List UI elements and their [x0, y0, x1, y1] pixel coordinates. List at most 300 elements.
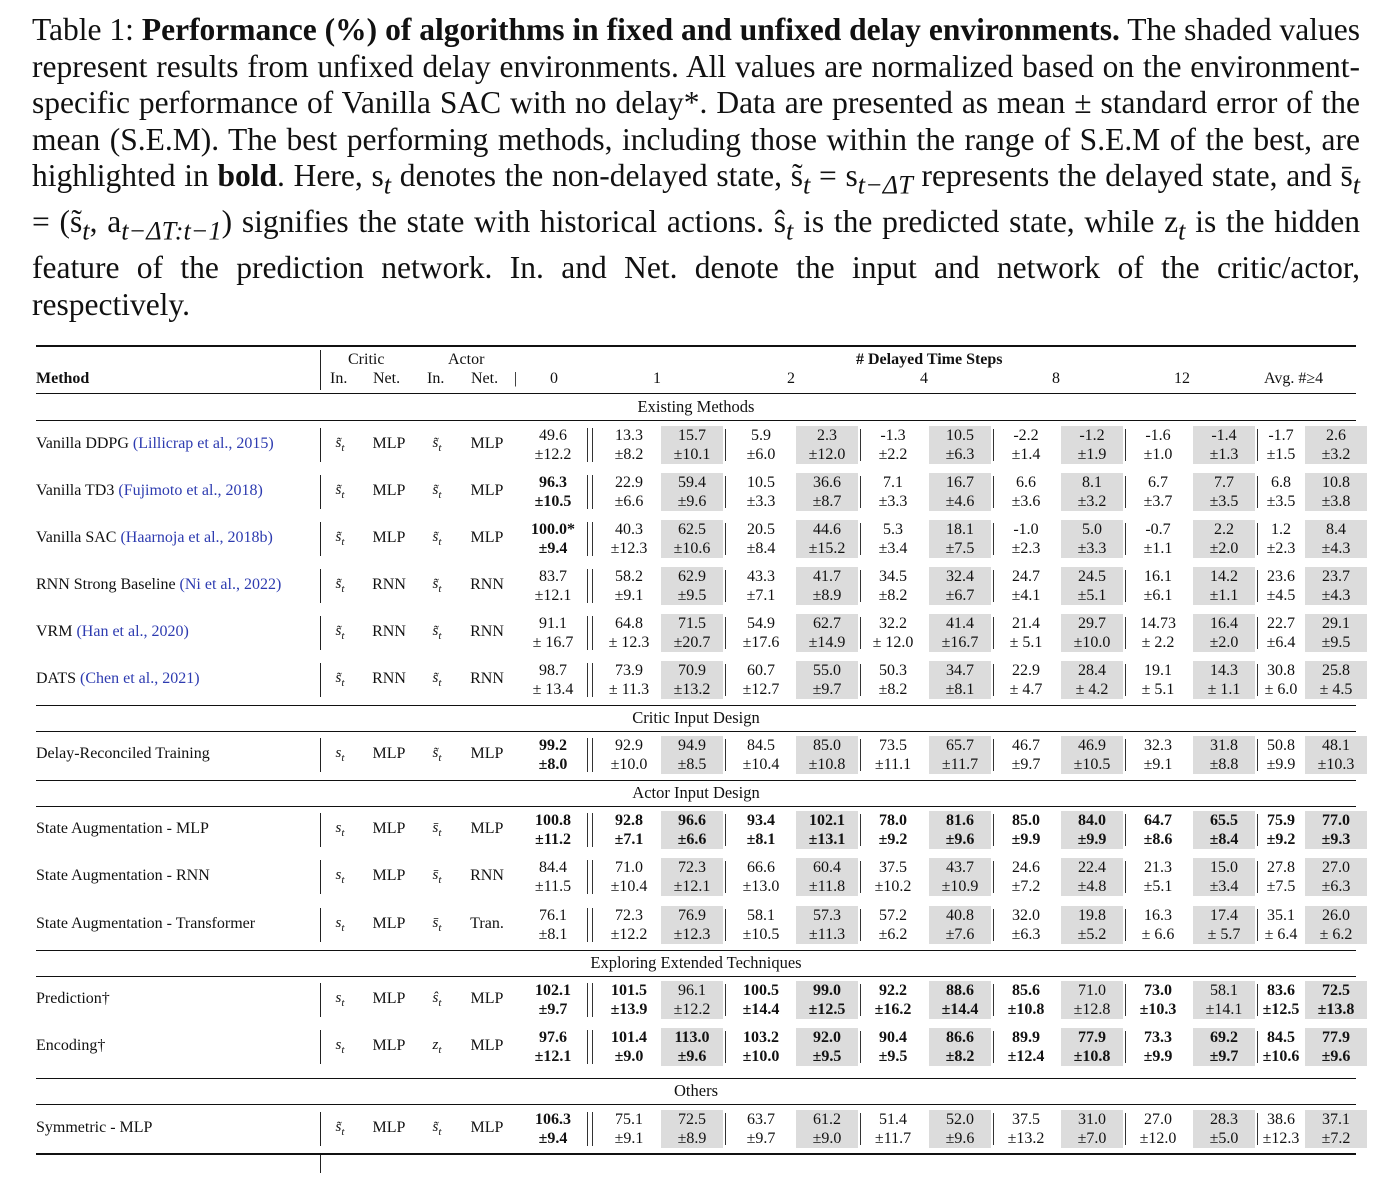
mean-value: 102.1 [535, 982, 571, 999]
sem-value: ± 6.4 [1264, 926, 1298, 943]
group-divider [725, 1113, 726, 1145]
critic-network: MLP [372, 482, 406, 499]
row-vline [320, 908, 321, 942]
value-cell [1193, 981, 1255, 1019]
citation-link[interactable]: (Han et al., 2020) [76, 623, 189, 640]
value-cell [1193, 906, 1255, 944]
mean-value: 28.4 [1078, 662, 1106, 679]
mean-value: 14.3 [1210, 662, 1238, 679]
sem-value: ±1.1 [1143, 540, 1173, 557]
value-cell [1061, 906, 1123, 944]
mean-value: 41.7 [813, 568, 841, 585]
mean-value: 106.3 [535, 1111, 571, 1128]
sem-value: ±1.5 [1266, 446, 1296, 463]
sem-value: ±16.7 [941, 634, 979, 651]
sem-value: ± 1.1 [1207, 681, 1241, 698]
mean-value: 93.4 [747, 812, 775, 829]
sem-value: ±10.0 [742, 1048, 780, 1065]
method-label: Encoding† [36, 1037, 106, 1054]
mean-value: 46.9 [1078, 737, 1106, 754]
section-rule [36, 976, 1356, 977]
value-cell [524, 426, 582, 464]
mean-value: 15.0 [1210, 859, 1238, 876]
critic-header: Critic [348, 351, 385, 368]
actor-network: MLP [470, 990, 504, 1007]
group-divider [725, 523, 726, 555]
sem-value: ±11.8 [808, 878, 846, 895]
sem-value: ±6.4 [1266, 634, 1296, 651]
value-cell [1127, 1028, 1189, 1066]
value-cell [1061, 1028, 1123, 1066]
actor-input: $s̃_t$ [432, 623, 442, 642]
mean-value: 43.3 [747, 568, 775, 585]
mean-value: 32.2 [879, 615, 907, 632]
value-cell [929, 426, 991, 464]
mean-value: 1.2 [1271, 521, 1291, 538]
mean-value: 49.6 [539, 427, 567, 444]
sem-value: ±8.6 [1143, 831, 1173, 848]
actor-input: $s̃_t$ [432, 670, 442, 689]
row-vline [320, 475, 321, 509]
value-cell [1250, 473, 1312, 511]
value-cell [1250, 614, 1312, 652]
value-cell [929, 811, 991, 849]
group-divider [725, 814, 726, 846]
mean-value: 58.1 [747, 907, 775, 924]
value-cell [1061, 736, 1123, 774]
sem-value: ±9.7 [746, 1130, 776, 1147]
critic-input: $s̃_t$ [335, 1119, 345, 1138]
method-label: Prediction† [36, 990, 110, 1007]
sem-value: ±3.2 [1077, 493, 1107, 510]
group-divider [1125, 814, 1126, 846]
method-label: Delay-Reconciled Training [36, 745, 210, 762]
value-cell [661, 426, 723, 464]
mean-value: 54.9 [747, 615, 775, 632]
mean-value: -1.4 [1211, 427, 1237, 444]
mean-value: 100.0* [531, 521, 575, 538]
group-divider [860, 429, 861, 461]
value-cell [1127, 661, 1189, 699]
mean-value: 102.1 [809, 812, 845, 829]
sem-value: ±3.3 [1077, 540, 1107, 557]
caption-title: Performance (%) of algorithms in fixed and unfixed delay environments. [141, 12, 1120, 47]
row-vline [320, 1112, 321, 1146]
sem-value: ±8.9 [677, 1130, 707, 1147]
value-cell [730, 614, 792, 652]
value-cell [1305, 811, 1367, 849]
mean-value: 29.7 [1078, 615, 1106, 632]
sem-value: ±8.2 [614, 446, 644, 463]
value-cell [1250, 1028, 1312, 1066]
value-cell [995, 426, 1057, 464]
mean-value: 96.3 [539, 474, 567, 491]
value-cell [995, 567, 1057, 605]
value-cell [1305, 661, 1367, 699]
actor-input: $s̃_t$ [432, 1119, 442, 1138]
sem-value: ±12.0 [1139, 1130, 1177, 1147]
sem-value: ±10.8 [808, 756, 846, 773]
sem-value: ±9.9 [1011, 831, 1041, 848]
zero-delay-divider [587, 1112, 593, 1146]
value-cell [1061, 811, 1123, 849]
sem-value: ±13.9 [610, 1001, 648, 1018]
sem-value: ±8.5 [677, 756, 707, 773]
value-cell [598, 1028, 660, 1066]
sem-value: ±13.0 [742, 878, 780, 895]
sem-value: ±7.2 [1011, 878, 1041, 895]
zero-delay-divider [587, 522, 593, 556]
mean-value: 7.7 [1214, 474, 1234, 491]
sem-value: ±3.2 [1321, 446, 1351, 463]
value-cell [598, 567, 660, 605]
value-cell [1061, 614, 1123, 652]
bottom-vline [320, 1155, 321, 1173]
section-title: Existing Methods [637, 397, 755, 416]
step-header: 8 [1052, 370, 1060, 387]
sem-value: ±7.1 [614, 831, 644, 848]
method-name [36, 915, 255, 933]
sem-value: ±14.9 [808, 634, 846, 651]
value-cell [862, 1110, 924, 1148]
sem-value: ±13.2 [673, 681, 711, 698]
actor-input: $s̃_t$ [432, 745, 442, 764]
sem-value: ±10.2 [874, 878, 912, 895]
mean-value: 99.2 [539, 737, 567, 754]
mean-value: 92.8 [615, 812, 643, 829]
sem-value: ±6.6 [614, 493, 644, 510]
group-divider [725, 617, 726, 649]
value-cell [929, 661, 991, 699]
critic-network: MLP [372, 745, 406, 762]
actor-input: $s̄_t$ [432, 867, 442, 886]
citation-link[interactable]: (Fujimoto et al., 2018) [118, 482, 263, 499]
delayed-steps-header: # Delayed Time Steps [856, 351, 1003, 368]
zero-delay-divider [587, 663, 593, 697]
mean-value: 50.3 [879, 662, 907, 679]
sem-value: ±15.2 [808, 540, 846, 557]
citation-link[interactable]: (Haarnoja et al., 2018b) [120, 529, 273, 546]
value-cell [929, 1028, 991, 1066]
actor-input: $s̄_t$ [432, 915, 442, 934]
mean-value: 8.1 [1082, 474, 1102, 491]
mean-value: 75.1 [615, 1111, 643, 1128]
critic-input: $s_t$ [335, 820, 345, 839]
value-cell [730, 858, 792, 896]
value-cell [1127, 736, 1189, 774]
value-cell [1061, 426, 1123, 464]
sem-value: ±9.2 [878, 831, 908, 848]
actor-input: $ŝ_t$ [432, 990, 442, 1009]
value-cell [598, 426, 660, 464]
mean-value: 48.1 [1322, 737, 1350, 754]
zero-delay-divider [587, 569, 593, 603]
sem-value: ±8.4 [746, 540, 776, 557]
mean-value: 14.73 [1140, 615, 1176, 632]
value-cell [730, 1110, 792, 1148]
value-cell [730, 567, 792, 605]
mean-value: 23.7 [1322, 568, 1350, 585]
sem-value: ±3.5 [1266, 493, 1296, 510]
mean-value: 69.2 [1210, 1029, 1238, 1046]
section-rule [36, 705, 1356, 706]
value-cell [1250, 858, 1312, 896]
group-divider [993, 664, 994, 696]
value-cell [862, 906, 924, 944]
mean-value: 6.7 [1148, 474, 1168, 491]
mean-value: 73.0 [1144, 982, 1172, 999]
mean-value: 7.1 [883, 474, 903, 491]
group-divider [1125, 429, 1126, 461]
section-rule [36, 731, 1356, 732]
sem-value: ±3.7 [1143, 493, 1173, 510]
sem-value: ±9.6 [1321, 1048, 1351, 1065]
value-cell [730, 906, 792, 944]
group-divider [993, 476, 994, 508]
critic-input: $s_t$ [335, 915, 345, 934]
sem-value: ±9.5 [1321, 634, 1351, 651]
sem-value: ±9.3 [1321, 831, 1351, 848]
value-cell [730, 811, 792, 849]
value-cell [862, 614, 924, 652]
critic-input: $s̃_t$ [335, 529, 345, 548]
value-cell [1127, 981, 1189, 1019]
row-vline [320, 1030, 321, 1064]
value-cell [524, 661, 582, 699]
mean-value: 92.0 [813, 1029, 841, 1046]
method-name [36, 670, 200, 688]
value-cell [1305, 473, 1367, 511]
sem-value: ±6.3 [1321, 878, 1351, 895]
sem-value: ±9.1 [614, 587, 644, 604]
sem-value: ±5.0 [1209, 1130, 1239, 1147]
method-label: VRM [36, 623, 77, 640]
zero-delay-divider [587, 475, 593, 509]
mean-value: 77.9 [1078, 1029, 1106, 1046]
sem-value: ±6.3 [945, 446, 975, 463]
citation-link[interactable]: (Lillicrap et al., 2015) [132, 435, 274, 452]
value-cell [1193, 614, 1255, 652]
group-divider [725, 739, 726, 771]
sem-value: ± 4.2 [1075, 681, 1109, 698]
mean-value: 59.4 [678, 474, 706, 491]
section-rule [36, 1078, 1356, 1079]
sem-value: ±12.1 [534, 1048, 572, 1065]
mean-value: 25.8 [1322, 662, 1350, 679]
value-cell [524, 473, 582, 511]
mean-value: 32.4 [946, 568, 974, 585]
group-divider [1125, 1031, 1126, 1063]
mean-value: 72.3 [615, 907, 643, 924]
value-cell [661, 981, 723, 1019]
sem-value: ± 6.2 [1319, 926, 1353, 943]
value-cell [995, 473, 1057, 511]
row-vline [320, 616, 321, 650]
sem-value: ±9.6 [945, 1130, 975, 1147]
row-vline [320, 428, 321, 462]
sem-value: ±5.1 [1143, 878, 1173, 895]
value-cell [1127, 426, 1189, 464]
group-divider [1125, 909, 1126, 941]
value-cell [1127, 567, 1189, 605]
value-cell [1305, 981, 1367, 1019]
method-name [36, 990, 110, 1008]
sem-value: ±3.8 [1321, 493, 1351, 510]
group-divider [993, 861, 994, 893]
value-cell [1250, 906, 1312, 944]
row-vline [320, 569, 321, 603]
value-cell [598, 811, 660, 849]
value-cell [1193, 473, 1255, 511]
critic-network: RNN [372, 623, 406, 640]
critic-input: $s̃_t$ [335, 576, 345, 595]
value-cell [862, 1028, 924, 1066]
mean-value: -1.7 [1268, 427, 1294, 444]
sem-value: ±12.3 [1262, 1130, 1300, 1147]
sem-value: ±9.5 [878, 1048, 908, 1065]
sem-value: ±14.4 [742, 1001, 780, 1018]
value-cell [1305, 614, 1367, 652]
group-divider [993, 523, 994, 555]
method-name [36, 482, 263, 500]
sem-value: ± 4.5 [1319, 681, 1353, 698]
mean-value: 72.5 [678, 1111, 706, 1128]
actor-network: RNN [470, 576, 504, 593]
method-name [36, 529, 273, 547]
value-cell [862, 520, 924, 558]
mean-value: 34.7 [946, 662, 974, 679]
mean-value: 83.7 [539, 568, 567, 585]
sem-value: ±12.5 [808, 1001, 846, 1018]
critic-network: MLP [372, 435, 406, 452]
value-cell [862, 858, 924, 896]
sem-value: ±4.8 [1077, 878, 1107, 895]
sem-value: ±10.5 [1073, 756, 1111, 773]
mean-value: 43.7 [946, 859, 974, 876]
mean-value: 62.5 [678, 521, 706, 538]
value-cell [1061, 520, 1123, 558]
sem-value: ±11.7 [874, 1130, 912, 1147]
mean-value: -0.7 [1145, 521, 1171, 538]
citation-link[interactable]: (Chen et al., 2021) [80, 670, 200, 687]
group-divider [725, 909, 726, 941]
critic-input: $s_t$ [335, 867, 345, 886]
sem-value: ±8.2 [878, 681, 908, 698]
sem-value: ±7.2 [1321, 1130, 1351, 1147]
mean-value: 2.2 [1214, 521, 1234, 538]
mean-value: 60.7 [747, 662, 775, 679]
group-divider [725, 429, 726, 461]
value-cell [1061, 981, 1123, 1019]
actor-network: MLP [470, 1119, 504, 1136]
mean-value: 73.3 [1144, 1029, 1172, 1046]
critic-input: $s_t$ [335, 990, 345, 1009]
group-divider [725, 664, 726, 696]
mean-value: 77.0 [1322, 812, 1350, 829]
actor-network: RNN [470, 623, 504, 640]
mean-value: 27.8 [1267, 859, 1295, 876]
value-cell [524, 614, 582, 652]
value-cell [995, 981, 1057, 1019]
actor-network: MLP [470, 529, 504, 546]
mean-value: 57.2 [879, 907, 907, 924]
sem-value: ±9.2 [1266, 831, 1296, 848]
value-cell [1127, 614, 1189, 652]
section-rule [36, 780, 1356, 781]
critic-input: $s_t$ [335, 745, 345, 764]
sem-value: ±10.9 [941, 878, 979, 895]
step-header: 0 [550, 370, 558, 387]
sem-value: ±8.0 [538, 756, 568, 773]
value-cell [1193, 1110, 1255, 1148]
group-divider [725, 570, 726, 602]
mean-value: 40.8 [946, 907, 974, 924]
sem-value: ±13.2 [1007, 1130, 1045, 1147]
sem-value: ±8.1 [945, 681, 975, 698]
value-cell [730, 520, 792, 558]
mean-value: 96.1 [678, 982, 706, 999]
mean-value: 22.4 [1078, 859, 1106, 876]
value-cell [661, 567, 723, 605]
method-label: DATS [36, 670, 81, 687]
section-rule [36, 420, 1356, 421]
sem-value: ±9.1 [614, 1130, 644, 1147]
value-cell [1061, 567, 1123, 605]
mean-value: 6.8 [1271, 474, 1291, 491]
value-cell [796, 520, 858, 558]
group-divider [860, 617, 861, 649]
mean-value: 41.4 [946, 615, 974, 632]
value-cell [1127, 858, 1189, 896]
zero-delay-divider [587, 616, 593, 650]
group-divider [860, 570, 861, 602]
value-cell [524, 567, 582, 605]
sem-value: ±9.9 [1266, 756, 1296, 773]
value-cell [796, 736, 858, 774]
row-vline [320, 813, 321, 847]
value-cell [796, 858, 858, 896]
sem-value: ±9.7 [538, 1001, 568, 1018]
mean-value: 34.5 [879, 568, 907, 585]
value-cell [796, 567, 858, 605]
critic-network: MLP [372, 1119, 406, 1136]
mean-value: 72.5 [1322, 982, 1350, 999]
group-divider [993, 739, 994, 771]
mean-value: 28.3 [1210, 1111, 1238, 1128]
value-cell [1305, 567, 1367, 605]
mean-value: 2.3 [817, 427, 837, 444]
method-header: Method [36, 370, 90, 387]
mean-value: 113.0 [674, 1029, 710, 1046]
sem-value: ±3.4 [878, 540, 908, 557]
mean-value: 37.1 [1322, 1111, 1350, 1128]
value-cell [995, 1028, 1057, 1066]
citation-link[interactable]: (Ni et al., 2022) [179, 576, 282, 593]
sem-value: ±12.2 [534, 446, 572, 463]
sem-value: ±12.3 [673, 926, 711, 943]
group-divider [1125, 861, 1126, 893]
critic-net-header: Net. [373, 370, 401, 387]
sem-value: ±2.0 [1209, 540, 1239, 557]
sem-value: ±8.1 [538, 926, 568, 943]
value-cell [598, 473, 660, 511]
method-label: Vanilla DDPG [36, 435, 133, 452]
actor-input: $s̃_t$ [432, 529, 442, 548]
sem-value: ±9.4 [538, 540, 568, 557]
mean-value: 2.6 [1326, 427, 1346, 444]
method-label: Vanilla TD3 [36, 482, 119, 499]
mean-value: 26.0 [1322, 907, 1350, 924]
